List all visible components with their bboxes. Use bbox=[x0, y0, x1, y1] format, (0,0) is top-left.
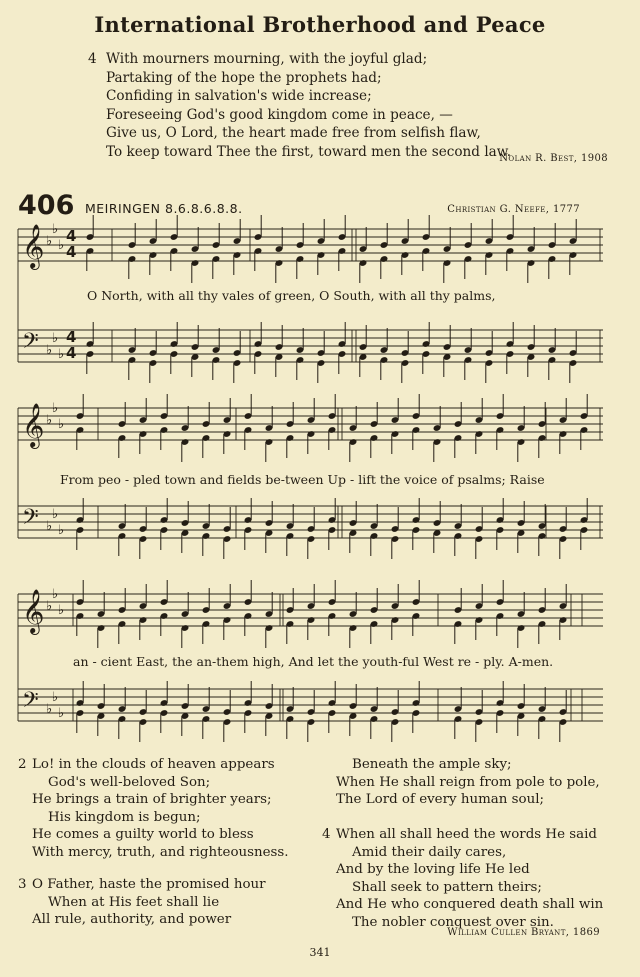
verse-3-start bbox=[18, 876, 318, 929]
flat-sign-icon: ♭ bbox=[58, 347, 65, 362]
flat-sign-icon: ♭ bbox=[52, 222, 59, 237]
stanza-line: To keep toward Thee the first, toward men the second law. bbox=[106, 143, 512, 160]
stanza-line: Confiding in salvation's wide increase; bbox=[106, 88, 372, 105]
bass-clef-icon: 𝄢 bbox=[22, 505, 39, 535]
verse-3-end bbox=[322, 756, 622, 809]
verse-line: The Lord of every human soul; bbox=[336, 792, 544, 808]
author-credit: Nolan R. Best, 1908 bbox=[499, 153, 608, 164]
verse-line: When at His feet shall lie bbox=[48, 894, 220, 910]
flat-sign-icon: ♭ bbox=[58, 417, 65, 432]
flat-sign-icon: ♭ bbox=[58, 706, 65, 721]
flat-sign-icon: ♭ bbox=[52, 507, 59, 522]
stanza-number: 4 bbox=[88, 51, 97, 67]
verse-2 bbox=[18, 756, 318, 862]
verse-line: When He shall reign from pole to pole, bbox=[336, 774, 600, 790]
flat-sign-icon: ♭ bbox=[58, 603, 65, 618]
verse-line: The nobler conquest over sin. bbox=[352, 914, 554, 930]
verse-line: Beneath the ample sky; bbox=[352, 757, 512, 772]
page-number: 341 bbox=[309, 946, 331, 959]
lyric-line-1: O North, with all thy vales of green, O South, with all thy palms, bbox=[87, 288, 496, 303]
verse-line: He brings a train of brighter years; bbox=[32, 792, 272, 808]
verse-line: With mercy, truth, and righteousness. bbox=[32, 844, 289, 860]
verse-line: Lo! in the clouds of heaven appears bbox=[32, 757, 275, 772]
verse-line: His kingdom is begun; bbox=[48, 809, 201, 825]
stanza-line: With mourners mourning, with the joyful glad; bbox=[106, 51, 428, 67]
time-signature-digit: 4 bbox=[66, 227, 77, 245]
treble-clef-icon: 𝄞 bbox=[22, 224, 45, 268]
poet-credit: William Cullen Bryant, 1869 bbox=[447, 927, 600, 938]
tune-name: MEIRINGEN 8.6.8.6.8.8. bbox=[85, 201, 243, 216]
flat-sign-icon: ♭ bbox=[58, 523, 65, 538]
stanza-line: Foreseeing God's good kingdom come in peace, — bbox=[106, 106, 453, 123]
flat-sign-icon: ♭ bbox=[46, 702, 53, 717]
flat-sign-icon: ♭ bbox=[46, 343, 53, 358]
flat-sign-icon: ♭ bbox=[52, 401, 59, 416]
lyric-line-2: From peo - pled town and fields be-tween Up - lift the voice of psalms; Raise bbox=[60, 472, 545, 487]
time-signature-digit: 4 bbox=[66, 344, 77, 362]
flat-sign-icon: ♭ bbox=[46, 519, 53, 534]
flat-sign-icon: ♭ bbox=[46, 599, 53, 614]
stanza-line: Partaking of the hope the prophets had; bbox=[106, 69, 382, 86]
time-signature-digit: 4 bbox=[66, 328, 77, 346]
flat-sign-icon: ♭ bbox=[46, 234, 53, 249]
flat-sign-icon: ♭ bbox=[52, 690, 59, 705]
verse-line: He comes a guilty world to bless bbox=[32, 827, 254, 843]
verse-line: All rule, authority, and power bbox=[32, 912, 232, 928]
treble-clef-icon: 𝄞 bbox=[22, 403, 45, 447]
stanza-line: Give us, O Lord, the heart made free from selfish flaw, bbox=[106, 125, 481, 142]
verse-line: Amid their daily cares, bbox=[352, 844, 507, 860]
verse-line: Shall seek to pattern theirs; bbox=[352, 879, 542, 895]
verse-line: O Father, haste the promised hour bbox=[32, 877, 266, 892]
hymn-number: 406 bbox=[18, 190, 75, 221]
verse-number: 3 bbox=[18, 877, 27, 892]
verse-number: 4 bbox=[322, 827, 331, 842]
time-signature-digit: 4 bbox=[66, 243, 77, 261]
bass-clef-icon: 𝄢 bbox=[22, 329, 39, 359]
verse-line: When all shall heed the words He said bbox=[336, 827, 597, 842]
flat-sign-icon: ♭ bbox=[52, 331, 59, 346]
verse-line: And He who conquered death shall win bbox=[336, 897, 604, 913]
verse-4 bbox=[322, 826, 622, 932]
flat-sign-icon: ♭ bbox=[52, 587, 59, 602]
treble-clef-icon: 𝄞 bbox=[22, 589, 45, 633]
flat-sign-icon: ♭ bbox=[58, 238, 65, 253]
verse-line: God's well-beloved Son; bbox=[48, 774, 211, 790]
lyric-line-3: an - cient East, the an-them high, And let the youth-ful West re - ply. A-men. bbox=[73, 654, 554, 669]
verse-line: And by the loving life He led bbox=[336, 862, 530, 878]
flat-sign-icon: ♭ bbox=[46, 413, 53, 428]
hymn-section-title: International Brotherhood and Peace bbox=[94, 12, 546, 37]
composer-credit: Christian G. Neefe, 1777 bbox=[447, 204, 580, 215]
verse-number: 2 bbox=[18, 757, 27, 772]
bass-clef-icon: 𝄢 bbox=[22, 688, 39, 718]
